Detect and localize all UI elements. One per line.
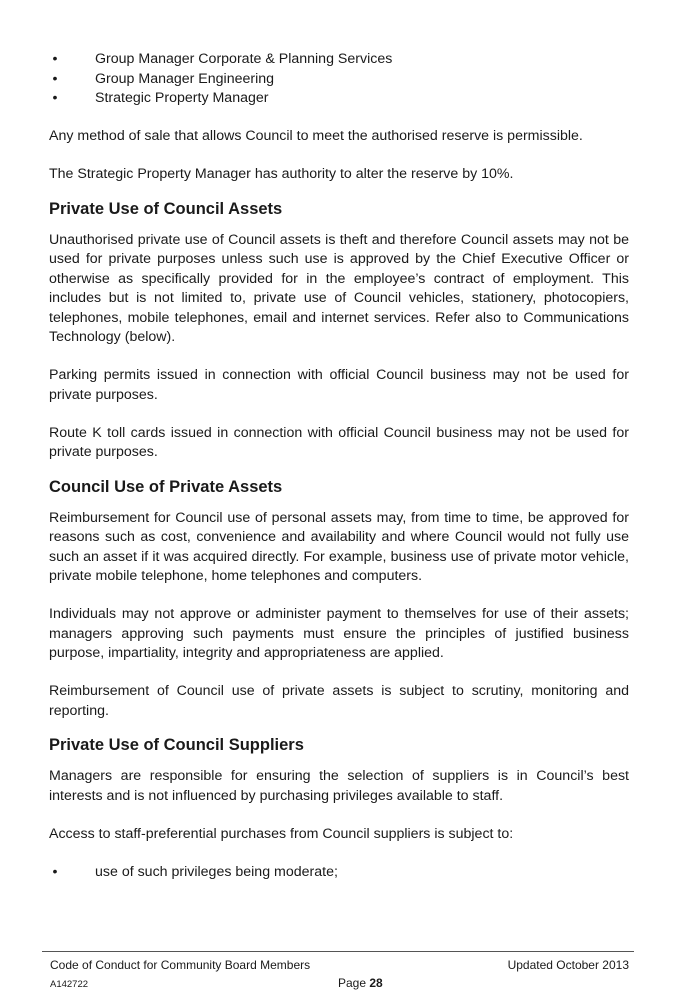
paragraph-toll-cards: Route K toll cards issued in connection with official Council business may not be used for private purposes. bbox=[49, 424, 629, 460]
heading-private-use-suppliers: Private Use of Council Suppliers bbox=[49, 736, 304, 754]
list-item-text: Group Manager Corporate & Planning Services bbox=[95, 51, 393, 67]
page-number bbox=[338, 976, 383, 990]
paragraph-unauthorised-use: Unauthorised private use of Council assets is theft and therefore Council assets may not be used for private purposes unless such use is approved by the Chief Executive Officer or otherwise as specifically provided for in the employee’s contract of employment. This includes but is not limited to, private use of Council vehicles, stationery, photocopiers, telephones, mobile telephones, email and internet services. Refer also to Communications Technology (below). bbox=[49, 231, 629, 345]
paragraph-parking-permits: Parking permits issued in connection with official Council business may not be used for private purposes. bbox=[49, 367, 629, 403]
list-item-text: Strategic Property Manager bbox=[95, 90, 269, 106]
heading-council-use-private: Council Use of Private Assets bbox=[49, 477, 283, 496]
paragraph-staff-purchases: Access to staff-preferential purchases from Council suppliers is subject to: bbox=[49, 825, 514, 842]
list-item bbox=[49, 863, 629, 883]
list-item bbox=[49, 89, 629, 109]
authority-list bbox=[49, 50, 629, 109]
bullet-icon: • bbox=[52, 90, 58, 106]
page-number-value: 28 bbox=[369, 976, 383, 990]
footer-divider bbox=[42, 951, 634, 952]
footer-document-title: Code of Conduct for Community Board Members bbox=[50, 958, 311, 972]
footer-updated-date: Updated October 2013 bbox=[507, 958, 629, 972]
list-item-text: use of such privileges being moderate; bbox=[95, 863, 338, 880]
list-item bbox=[49, 70, 629, 90]
paragraph-supplier-selection: Managers are responsible for ensuring the selection of suppliers is in Council’s best interests and is not influenced by purchasing privileges available to staff. bbox=[49, 768, 629, 804]
paragraph-reserve-authority: The Strategic Property Manager has authority to alter the reserve by 10%. bbox=[49, 166, 514, 182]
paragraph-reimbursement: Reimbursement for Council use of personal assets may, from time to time, be approved for reasons such as cost, convenience and availability and where Council would not fully use such an asset if it was acquired directly. For example, business use of private motor vehicle, private mobile telephone, home telephones and computers. bbox=[49, 509, 629, 584]
page-content bbox=[49, 50, 629, 882]
heading-private-use-assets: Private Use of Council Assets bbox=[49, 199, 283, 218]
supplier-conditions-list bbox=[49, 863, 629, 883]
paragraph-self-approval: Individuals may not approve or administer payment to themselves for use of their assets; managers approving such payments must ensure the principles of justified business purpose, impartiality, integrity and appropriateness are applied. bbox=[49, 606, 629, 661]
page-number-label: Page bbox=[338, 976, 370, 990]
bullet-icon: • bbox=[52, 70, 58, 87]
list-item bbox=[49, 50, 629, 70]
paragraph-scrutiny: Reimbursement of Council use of private assets is subject to scrutiny, monitoring and reporting. bbox=[49, 683, 629, 719]
list-item-text: Group Manager Engineering bbox=[95, 70, 275, 87]
bullet-icon: • bbox=[52, 863, 58, 880]
paragraph-sale-method: Any method of sale that allows Council to meet the authorised reserve is permissible. bbox=[49, 128, 583, 144]
footer-document-id: A142722 bbox=[50, 979, 89, 990]
bullet-icon: • bbox=[52, 51, 58, 67]
